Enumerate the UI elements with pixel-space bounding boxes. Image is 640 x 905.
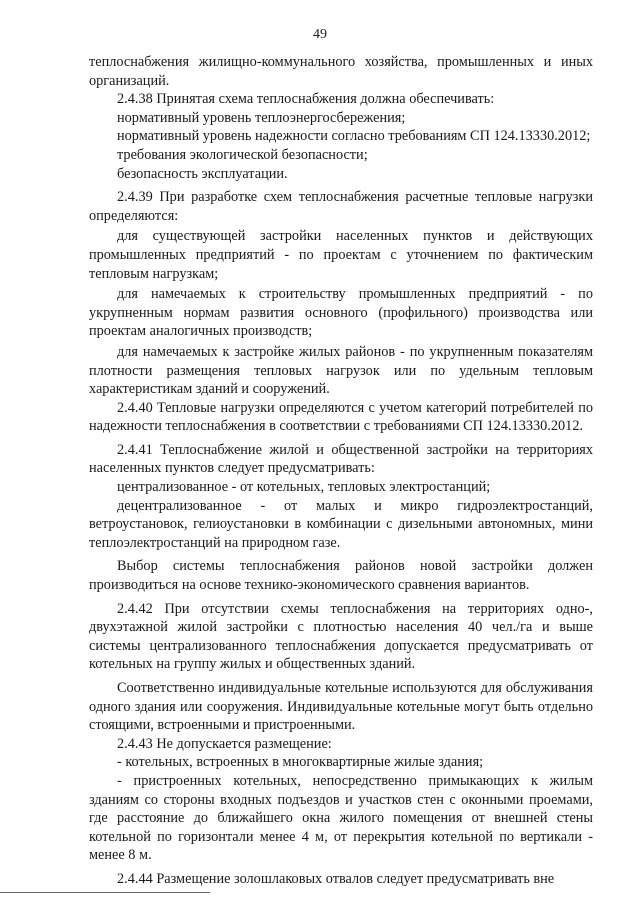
paragraph: теплоснабжения жилищно-коммунального хозяйства, промышленных и иных организаций. <box>89 54 593 89</box>
paragraph: 2.4.43 Не допускается размещение: <box>117 735 332 752</box>
paragraph: 2.4.40 Тепловые нагрузки определяются с учетом категорий потребителей по надежности теплоснабжения в соответствии с требованиями СП 124.13330.2012. <box>89 399 593 435</box>
paragraph: 2.4.42 При отсутствии схемы теплоснабжения на территориях одно-, двухэтажной жилой застройки с плотностью населения 40 чел./га и выше системы централизованного теплоснабжения допускается предусматривать от котельных на группу жилых и общественных зданий. <box>89 600 593 673</box>
paragraph: 2.4.39 При разработке схем теплоснабжения расчетные тепловые нагрузки определяются: <box>89 189 593 224</box>
paragraph: 2.4.41 Теплоснабжение жилой и общественной застройки на территориях населенных пунктов следует предусматривать: <box>89 441 593 477</box>
paragraph: 2.4.44 Размещение золошлаковых отвалов следует предусматривать вне <box>117 870 555 887</box>
paragraph: децентрализованное - от малых и микро гидроэлектростанций, ветроустановок, гелиоустановки в комбинации с дизельными автономных, мини теплоэлектростанций на природном газе. <box>89 497 593 551</box>
paragraph: централизованное - от котельных, тепловых электростанций; <box>117 479 491 496</box>
paragraph: - пристроенных котельных, непосредственно примыкающих к жилым зданиям со стороны входных подъездов и участков стен с оконными проемами, где расстояние до ближайшего окна жилого помещения от внешней стены котельной по горизонтали менее 4 м, от перекрытия котельной по вертикали - менее 8 м. <box>89 772 593 864</box>
paragraph: безопасность эксплуатации. <box>117 165 288 182</box>
page-number: 49 <box>313 27 327 42</box>
paragraph: 2.4.38 Принятая схема теплоснабжения должна обеспечивать: <box>117 91 495 108</box>
paragraph: Соответственно индивидуальные котельные используются для обслуживания одного здания или сооружения. Индивидуальные котельные могут быть отдельно стоящими, встроенными и пристроенными. <box>89 680 593 734</box>
paragraph: нормативный уровень надежности согласно требованиям СП 124.13330.2012; <box>117 128 591 145</box>
paragraph: для намечаемых к строительству промышленных предприятий - по укрупненным нормам развития основного (профильного) производства или проектам аналогичных производств; <box>89 286 593 340</box>
paragraph: - котельных, встроенных в многоквартирные жилые здания; <box>117 754 484 771</box>
footer-divider <box>0 892 210 893</box>
document-body <box>89 53 593 889</box>
paragraph: для существующей застройки населенных пунктов и действующих промышленных предприятий - по проектам с уточнением по фактическим тепловым нагрузкам; <box>89 228 593 282</box>
paragraph: для намечаемых к застройке жилых районов - по укрупненным показателям плотности размещения тепловых нагрузок или по удельным тепловым характеристикам зданий и сооружений. <box>89 343 593 398</box>
paragraph: Выбор системы теплоснабжения районов новой застройки должен производиться на основе технико-экономического сравнения вариантов. <box>89 558 593 594</box>
paragraph: требования экологической безопасности; <box>117 146 368 163</box>
paragraph: нормативный уровень теплоэнергосбережения; <box>117 109 406 126</box>
